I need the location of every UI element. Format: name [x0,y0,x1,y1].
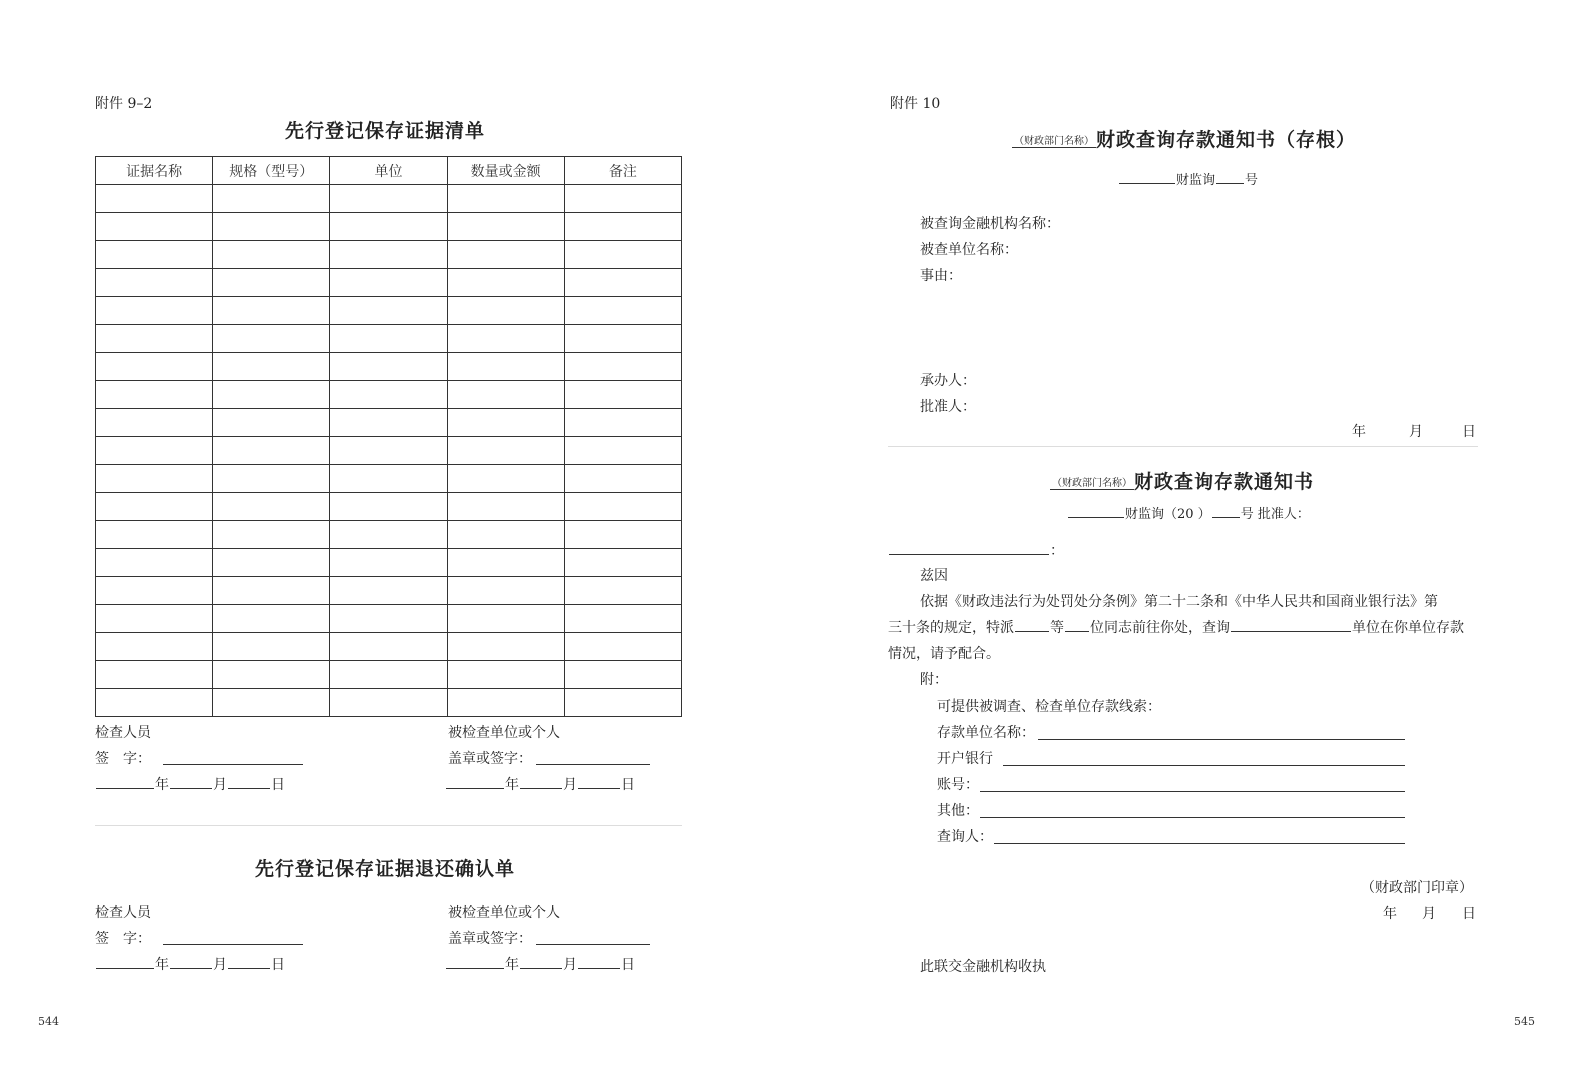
table-cell[interactable] [213,241,330,269]
table-row [96,633,682,661]
para-line-3: 情况，请予配合。 [888,646,1000,662]
clue-label: 可提供被调查、检查单位存款线索： [937,699,1161,715]
table-row [96,465,682,493]
inspector-label: 检查人员 [95,725,151,741]
table-cell[interactable] [564,353,681,381]
reason-label: 事由： [920,268,962,284]
notice-ref-number: 财监询（20 ） 号 批准人： [1067,503,1310,522]
table-row [96,577,682,605]
table-cell[interactable] [330,213,447,241]
table-cell[interactable] [96,493,213,521]
seal-sign-label-2: 盖章或签字： [448,931,532,947]
table-row [96,661,682,689]
stub-year: 年 [1352,424,1366,440]
para-line-1: 依据《财政违法行为处罚处分条例》第二十二条和《中华人民共和国商业银行法》第 [920,594,1438,610]
table-cell[interactable] [96,661,213,689]
table-cell[interactable] [447,325,564,353]
inspector-date: 年 月 日 [95,774,285,794]
table-cell[interactable] [447,381,564,409]
table-cell[interactable] [447,493,564,521]
table-cell[interactable] [447,437,564,465]
table-cell[interactable] [330,577,447,605]
table-cell[interactable] [213,605,330,633]
left-list-title: 先行登记保存证据清单 [285,120,486,142]
table-cell[interactable] [330,269,447,297]
table-row [96,185,682,213]
table-cell[interactable] [330,241,447,269]
table-cell[interactable] [330,353,447,381]
table-cell[interactable] [330,465,447,493]
table-cell[interactable] [564,549,681,577]
bank-line[interactable] [1003,764,1405,766]
table-cell[interactable] [330,633,447,661]
table-cell[interactable] [213,549,330,577]
table-cell[interactable] [564,213,681,241]
table-cell[interactable] [213,185,330,213]
stub-title: （财政部门名称） 财政查询存款通知书（存根） [1014,129,1357,151]
table-cell[interactable] [213,521,330,549]
table-cell[interactable] [564,381,681,409]
table-cell[interactable] [447,185,564,213]
inspector-label-2: 检查人员 [95,905,151,921]
receipt-note: 此联交金融机构收执 [920,959,1046,975]
table-cell[interactable] [330,381,447,409]
attach-label: 附： [920,672,948,688]
table-cell[interactable] [96,241,213,269]
inspector-sign-line-2[interactable] [163,943,303,945]
table-cell[interactable] [564,297,681,325]
table-cell[interactable] [96,269,213,297]
inspector-sign-line[interactable] [163,763,303,765]
table-row [96,241,682,269]
stub-ref-number: 财监询 号 [1118,169,1258,188]
table-cell[interactable] [96,325,213,353]
table-cell[interactable] [213,661,330,689]
dept-name-paren-2: （财政部门名称） [1052,478,1132,489]
inspector-date-2: 年 月 日 [95,954,285,974]
seal-sign-line[interactable] [536,763,650,765]
table-row [96,549,682,577]
table-cell[interactable] [330,409,447,437]
table-cell[interactable] [447,213,564,241]
account-label: 账号： [937,777,979,793]
inspector-sign-label: 签 字： [95,751,151,767]
return-title: 先行登记保存证据退还确认单 [255,858,516,880]
right-annex-label: 附件 10 [890,96,941,112]
table-cell[interactable] [96,521,213,549]
table-cell[interactable] [564,689,681,717]
table-cell[interactable] [564,465,681,493]
table-cell[interactable] [447,409,564,437]
table-cell[interactable] [564,241,681,269]
table-cell[interactable] [564,633,681,661]
table-cell[interactable] [96,437,213,465]
table-cell[interactable] [96,465,213,493]
notice-year: 年 [1383,906,1397,922]
table-cell[interactable] [96,213,213,241]
table-cell[interactable] [564,493,681,521]
seal-sign-label: 盖章或签字： [448,751,532,767]
seal-note: （财政部门印章） [1361,880,1473,896]
table-cell[interactable] [213,409,330,437]
table-cell[interactable] [564,269,681,297]
notice-day: 日 [1462,906,1476,922]
table-cell[interactable] [96,297,213,325]
table-header-cell: 单位 [330,157,447,185]
stub-divider [888,446,1478,447]
inspected-date: 年 月 日 [445,774,635,794]
table-cell[interactable] [213,381,330,409]
table-cell[interactable] [447,661,564,689]
table-cell[interactable] [213,577,330,605]
page-number-right: 545 [1514,1015,1535,1028]
table-cell[interactable] [447,521,564,549]
notice-title: （财政部门名称） 财政查询存款通知书 [1052,471,1315,493]
table-cell[interactable] [564,185,681,213]
seal-sign-line-2[interactable] [536,943,650,945]
evidence-table [95,156,682,717]
table-cell[interactable] [213,353,330,381]
table-header-cell: 证据名称 [96,157,213,185]
table-row [96,269,682,297]
table-cell[interactable] [447,633,564,661]
table-cell[interactable] [330,549,447,577]
stub-day: 日 [1462,424,1476,440]
table-cell[interactable] [447,605,564,633]
other-label: 其他： [937,803,979,819]
table-cell[interactable] [447,269,564,297]
inspected-date-2: 年 月 日 [445,954,635,974]
stub-month: 月 [1409,424,1423,440]
table-cell[interactable] [564,577,681,605]
page-number-left: 544 [38,1015,59,1028]
inquirer-label: 查询人： [937,829,993,845]
table-row [96,325,682,353]
table-cell[interactable] [330,605,447,633]
table-header-cell: 规格（型号） [213,157,330,185]
table-cell[interactable] [213,213,330,241]
table-cell[interactable] [330,661,447,689]
account-line[interactable] [980,790,1405,792]
table-cell[interactable] [96,381,213,409]
table-cell[interactable] [213,269,330,297]
inspected-party-label: 被检查单位或个人 [448,725,560,741]
dept-name-paren: （财政部门名称） [1014,136,1094,147]
table-cell[interactable] [564,521,681,549]
unit-label: 被查单位名称： [920,242,1018,258]
table-row [96,381,682,409]
table-cell[interactable] [213,633,330,661]
table-row [96,409,682,437]
deposit-unit-line[interactable] [1038,738,1405,740]
table-cell[interactable] [564,605,681,633]
recipient-line: ： [888,540,1064,560]
bank-label: 开户银行 [937,751,993,767]
handler-label: 承办人： [920,373,976,389]
para-line-2: 三十条的规定，特派 等 位同志前往你处，查询 单位在你单位存款 [888,617,1464,637]
table-cell[interactable] [447,353,564,381]
table-cell[interactable] [96,577,213,605]
inspector-sign-label-2: 签 字： [95,931,151,947]
table-cell[interactable] [330,185,447,213]
approver-label: 批准人： [920,399,976,415]
table-row [96,437,682,465]
table-cell[interactable] [330,325,447,353]
table-row [96,297,682,325]
table-row [96,605,682,633]
table-header-cell: 备注 [564,157,681,185]
section-divider [95,825,682,826]
table-cell[interactable] [96,353,213,381]
table-cell[interactable] [330,437,447,465]
table-row [96,353,682,381]
table-row [96,213,682,241]
table-cell[interactable] [330,521,447,549]
table-cell[interactable] [447,297,564,325]
left-annex-label: 附件 9–2 [95,96,153,112]
table-cell[interactable] [96,633,213,661]
table-header-row [96,157,682,185]
table-cell[interactable] [330,493,447,521]
table-cell[interactable] [96,605,213,633]
table-cell[interactable] [447,689,564,717]
table-cell[interactable] [330,297,447,325]
table-cell[interactable] [96,689,213,717]
table-cell[interactable] [447,465,564,493]
notice-month: 月 [1422,906,1436,922]
table-row [96,521,682,549]
table-cell[interactable] [96,549,213,577]
table-cell[interactable] [564,409,681,437]
inquirer-line[interactable] [994,842,1405,844]
table-cell[interactable] [213,437,330,465]
table-cell[interactable] [447,577,564,605]
ziyin-text: 兹因 [920,568,948,584]
table-header-cell: 数量或金额 [447,157,564,185]
table-row [96,493,682,521]
institution-label: 被查询金融机构名称： [920,216,1060,232]
table-cell[interactable] [213,297,330,325]
table-cell[interactable] [213,465,330,493]
table-row [96,689,682,717]
table-cell[interactable] [447,241,564,269]
table-cell[interactable] [96,409,213,437]
table-cell[interactable] [564,325,681,353]
table-cell[interactable] [564,661,681,689]
inspected-party-label-2: 被检查单位或个人 [448,905,560,921]
deposit-unit-label: 存款单位名称： [937,725,1035,741]
table-cell[interactable] [330,689,447,717]
table-cell[interactable] [213,689,330,717]
table-cell[interactable] [96,185,213,213]
table-cell[interactable] [213,493,330,521]
other-line[interactable] [980,816,1405,818]
table-cell[interactable] [564,437,681,465]
table-cell[interactable] [447,549,564,577]
table-cell[interactable] [213,325,330,353]
